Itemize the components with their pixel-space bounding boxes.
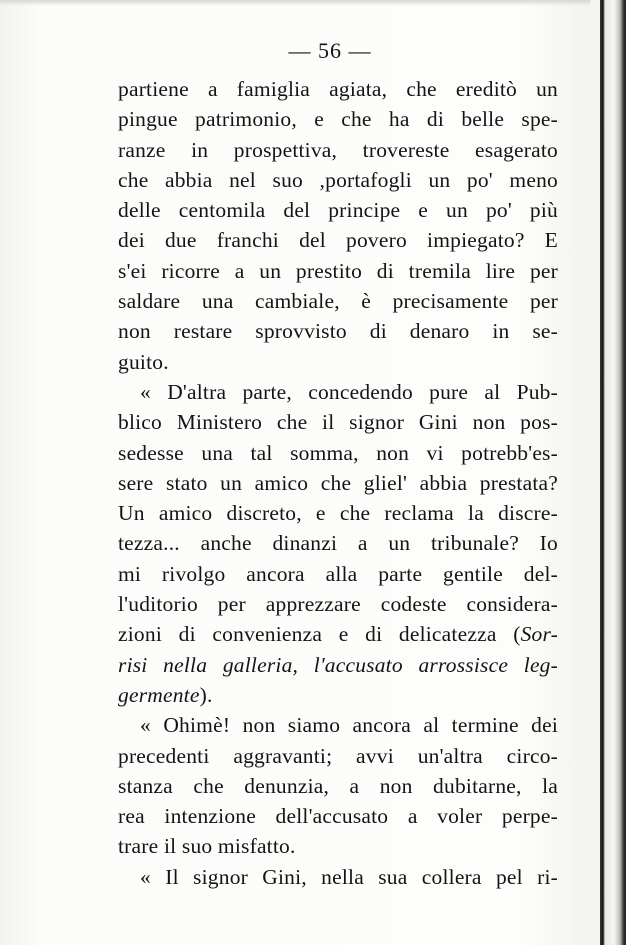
text-line-10: guito. <box>118 349 169 374</box>
text-line-25: rea intenzione dell'accusato a voler perpe- <box>118 804 558 829</box>
text-line-19-italic: Sor- <box>520 622 558 647</box>
text-line-8: saldare una cambiale, è precisamente per <box>118 289 558 314</box>
body-text <box>118 74 558 892</box>
text-line-21 <box>118 680 558 710</box>
text-line-19 <box>118 619 558 649</box>
text-line-22: « Ohimè! non siamo ancora al termine dei <box>140 713 558 738</box>
text-line-27: « Il signor Gini, nella sua collera pel ri- <box>140 864 558 889</box>
text-line-9: non restare sprovvisto di denaro in se- <box>118 319 558 344</box>
text-line-23: precedenti aggravanti; avvi un'altra circo- <box>118 743 558 768</box>
text-line-3: ranze in prospettiva, trovereste esagerato <box>118 137 558 162</box>
text-line-1: partiene a famiglia agiata, che ereditò un <box>118 77 558 101</box>
text-line-2: pingue patrimonio, e che ha di belle spe- <box>118 107 558 132</box>
text-line-16: tezza... anche dinanzi a un tribunale? Io <box>118 531 558 556</box>
text-line-19-roman: zioni di convenienza e di delicatezza ( <box>118 622 521 647</box>
text-line-15: Un amico discreto, e che reclama la discre- <box>118 501 558 526</box>
text-line-7: s'ei ricorre a un prestito di tremila lire per <box>118 258 558 283</box>
text-line-26: trare il suo misfatto. <box>118 834 296 859</box>
text-line-24: stanza che denunzia, a non dubitarne, la <box>118 773 558 798</box>
page-number: — 56 — <box>288 38 372 63</box>
text-line-13: sedesse una tal somma, non vi potrebb'es- <box>118 440 558 465</box>
text-line-4: che abbia nel suo ,portafogli un po' meno <box>118 167 558 192</box>
text-line-5: delle centomila del principe e un po' più <box>118 198 558 223</box>
text-line-18: l'uditorio per apprezzare codeste considera- <box>118 592 558 617</box>
text-line-11: « D'altra parte, concedendo pure al Pub- <box>140 379 558 404</box>
text-line-20: risi nella galleria, l'accusato arrossisce leg- <box>118 652 558 677</box>
page-top-edge <box>0 0 590 6</box>
text-line-6: dei due franchi del povero impiegato? E <box>118 228 558 253</box>
text-line-14: sere stato un amico che gliel' abbia prestata? <box>118 470 558 495</box>
text-line-17: mi rivolgo ancora alla parte gentile del- <box>118 561 558 586</box>
text-line-21-italic: germente <box>118 682 200 707</box>
text-line-21-tail: ). <box>199 682 213 707</box>
page-binding-edge <box>600 0 626 945</box>
text-line-12: blico Ministero che il signor Gini non pos- <box>118 410 558 435</box>
